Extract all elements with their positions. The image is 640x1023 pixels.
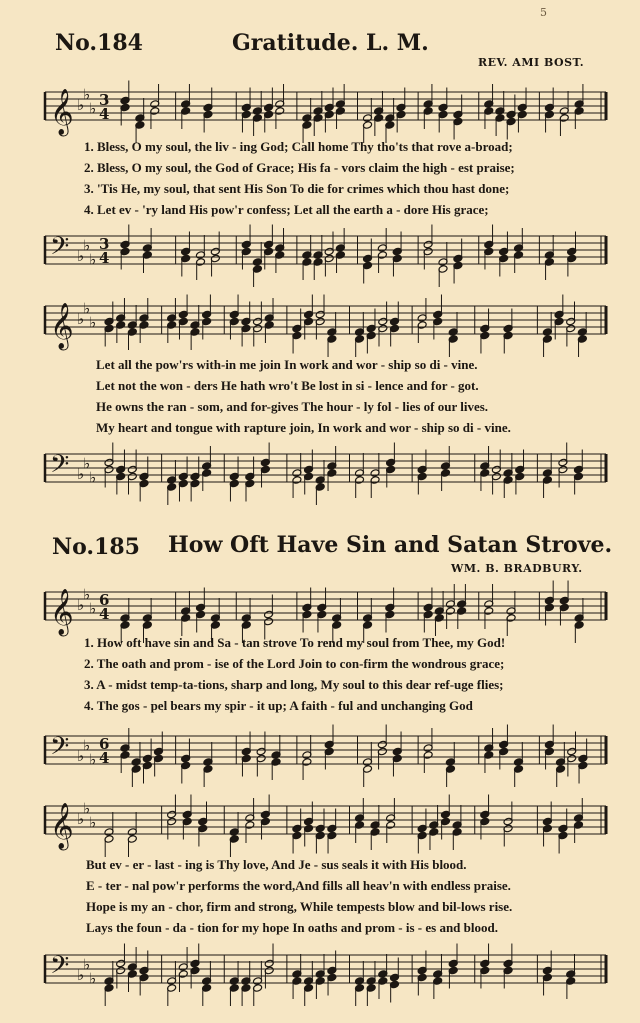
hymn-184-verse-3-line-1: 3. 'Tis He, my soul, that sent His Son To die for crimes which thou hast done; bbox=[84, 181, 510, 196]
flat-icon: ♭ bbox=[89, 250, 97, 269]
flat-icon: ♭ bbox=[83, 236, 91, 255]
hymn-184-verse-1-line-1: 1. Bless, O my soul, the liv - ing God; Call home Thy tho'ts that rove a-broad; bbox=[84, 139, 513, 154]
page-number: 5 bbox=[540, 6, 547, 19]
treble-clef-icon: 𝄞 bbox=[50, 803, 74, 849]
time-signature-bottom: 4 bbox=[99, 605, 110, 623]
treble-clef-icon: 𝄞 bbox=[50, 303, 74, 349]
flat-icon: ♭ bbox=[77, 596, 85, 614]
hymn-185-verse-4-line-2: Lays the foun - da - tion for my hope In oaths and prom - is - es and blood. bbox=[86, 920, 498, 935]
flat-icon: ♭ bbox=[83, 955, 91, 974]
hymn-185-number: No.185 bbox=[52, 534, 140, 560]
bass-clef-icon: 𝄢 bbox=[50, 450, 70, 485]
hymn-185-title: How Oft Have Sin and Satan Strove. bbox=[168, 532, 613, 558]
hymn-184-verse-3-line-2: He owns the ran - som, and for-gives The hour - ly fol - lies of our lives. bbox=[96, 399, 489, 414]
hymn-185-verse-2-line-2: E - ter - nal pow'r performs the word,And fills all heav'n with endless praise. bbox=[86, 878, 511, 893]
flat-icon: ♭ bbox=[83, 736, 91, 755]
flat-icon: ♭ bbox=[77, 747, 85, 765]
bass-clef-icon: 𝄢 bbox=[50, 232, 70, 267]
flat-icon: ♭ bbox=[77, 247, 85, 265]
flat-icon: ♭ bbox=[89, 813, 97, 832]
flat-icon: ♭ bbox=[83, 299, 91, 318]
hymn-185-verse-3-line-1: 3. A - midst temp-ta-tions, sharp and long, My soul to this dear ref-uge flies; bbox=[84, 677, 504, 692]
time-signature-top: 6 bbox=[99, 735, 110, 753]
hymn-184-verse-2-line-1: 2. Bless, O my soul, the God of Grace; His fa - vors claim the high - est praise; bbox=[84, 160, 515, 175]
hymn-185-composer: WM. B. BRADBURY. bbox=[451, 562, 583, 575]
hymn-184-verse-4-line-2: My heart and tongue with rapture join, In work and wor - ship so di - vine. bbox=[96, 420, 511, 435]
time-signature-top: 3 bbox=[99, 235, 110, 253]
time-signature-top: 3 bbox=[99, 91, 110, 109]
flat-icon: ♭ bbox=[89, 750, 97, 769]
hymn-185-verse-4-line-1: 4. The gos - pel bears my spir - it up; A faith - ful and unchanging God bbox=[84, 698, 473, 713]
flat-icon: ♭ bbox=[89, 969, 97, 988]
hymn-185-verse-2-line-1: 2. The oath and prom - ise of the Lord Join to con-firm the wondrous grace; bbox=[84, 656, 505, 671]
flat-icon: ♭ bbox=[77, 966, 85, 984]
flat-icon: ♭ bbox=[77, 465, 85, 483]
hymn-184-composer: REV. AMI BOST. bbox=[478, 56, 585, 69]
flat-icon: ♭ bbox=[77, 810, 85, 828]
bass-clef-icon: 𝄢 bbox=[50, 951, 70, 986]
hymn-185-verse-1-line-1: 1. How oft have sin and Sa - tan strove To rend my soul from Thee, my God! bbox=[84, 635, 506, 650]
hymn-184-title: Gratitude. L. M. bbox=[232, 30, 429, 56]
hymn-184-verse-2-line-2: Let not the won - ders He hath wro't Be lost in si - lence and for - got. bbox=[96, 378, 479, 393]
flat-icon: ♭ bbox=[89, 99, 97, 118]
time-signature-top: 6 bbox=[99, 591, 110, 609]
hymn-185-verse-3-line-2: Hope is my an - chor, firm and strong, While tempests blow and bil-lows rise. bbox=[86, 899, 513, 914]
treble-clef-icon: 𝄞 bbox=[50, 89, 74, 135]
hymn-184-verse-1-line-2: Let all the pow'rs with-in me join In work and wor - ship so di - vine. bbox=[96, 357, 478, 372]
flat-icon: ♭ bbox=[89, 599, 97, 618]
flat-icon: ♭ bbox=[83, 585, 91, 604]
time-signature-bottom: 4 bbox=[99, 249, 110, 267]
flat-icon: ♭ bbox=[83, 454, 91, 473]
flat-icon: ♭ bbox=[89, 468, 97, 487]
flat-icon: ♭ bbox=[83, 799, 91, 818]
flat-icon: ♭ bbox=[83, 85, 91, 104]
hymn-185-verse-1-line-2: But ev - er - last - ing is Thy love, And Je - sus seals it with His blood. bbox=[86, 857, 467, 872]
hymn-184-verse-4-line-1: 4. Let ev - 'ry land His pow'r confess; Let all the earth a - dore His grace; bbox=[84, 202, 489, 217]
hymn-184-number: No.184 bbox=[55, 30, 143, 56]
treble-clef-icon: 𝄞 bbox=[50, 589, 74, 635]
flat-icon: ♭ bbox=[77, 96, 85, 114]
time-signature-bottom: 4 bbox=[99, 749, 110, 767]
time-signature-bottom: 4 bbox=[99, 105, 110, 123]
flat-icon: ♭ bbox=[89, 313, 97, 332]
bass-clef-icon: 𝄢 bbox=[50, 732, 70, 767]
flat-icon: ♭ bbox=[77, 310, 85, 328]
